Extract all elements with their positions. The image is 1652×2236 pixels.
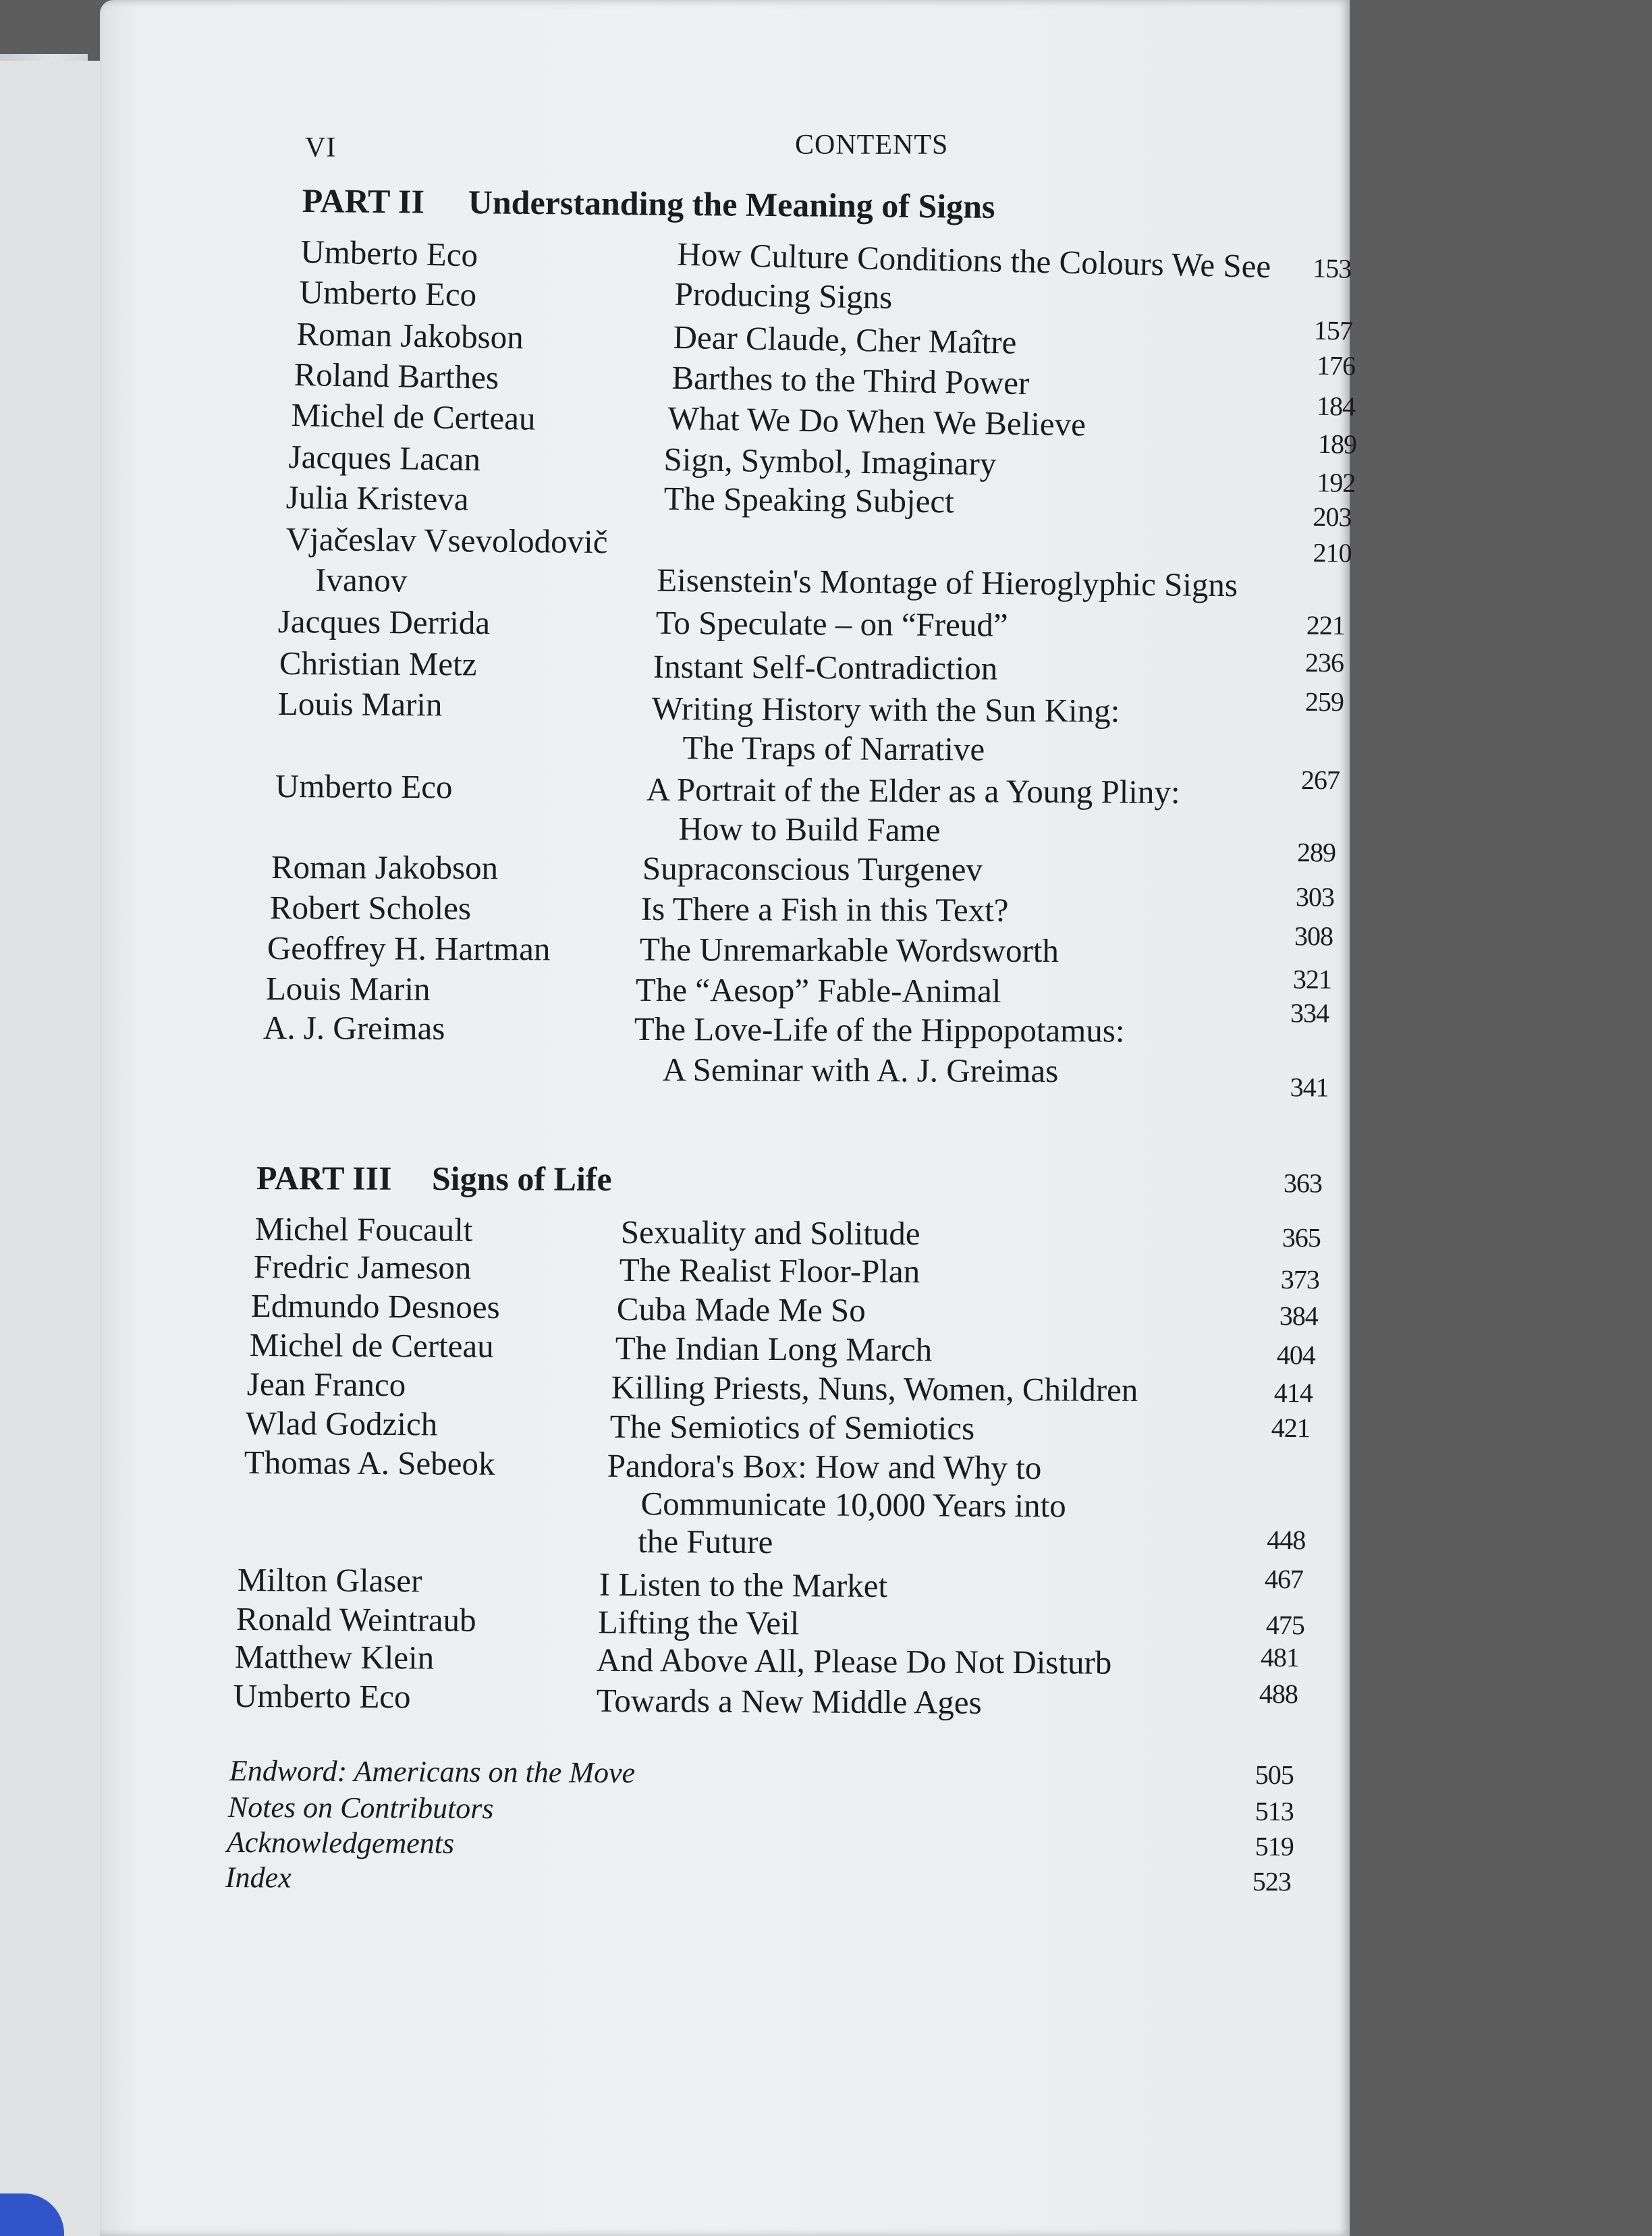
entry-title: Dear Claude, Cher Maître: [673, 318, 1017, 361]
entry-page: 303: [1295, 881, 1335, 912]
entry-author: Robert Scholes: [269, 889, 472, 927]
entry-page: 488: [1259, 1678, 1298, 1710]
entry-page: 153: [1312, 252, 1352, 284]
running-head: CONTENTS: [795, 130, 949, 161]
entry-title: Supraconscious Turgenev: [642, 849, 983, 888]
entry-page: 289: [1296, 837, 1336, 868]
entry-title: The Indian Long March: [615, 1329, 933, 1369]
part-page: 363: [1283, 1168, 1322, 1199]
entry-page: 203: [1313, 501, 1352, 533]
entry-title: Is There a Fish in this Text?: [640, 890, 1009, 929]
entry-page: 467: [1264, 1563, 1304, 1595]
entry-author: Michel de Certeau: [291, 396, 536, 437]
entry-title: Writing History with the Sun King:: [651, 689, 1120, 730]
entry-title: The Love-Life of the Hippopotamus:: [634, 1010, 1125, 1049]
entry-author: Wlad Godzich: [245, 1405, 438, 1443]
entry-page: 210: [1313, 537, 1352, 568]
entry-title: Instant Self-Contradiction: [653, 647, 998, 687]
entry-page: 308: [1294, 921, 1333, 952]
entry-author: Fredric Jameson: [253, 1248, 472, 1286]
entry-page: 341: [1290, 1072, 1329, 1103]
back-matter-page: 519: [1255, 1830, 1294, 1862]
entry-page: 421: [1271, 1412, 1310, 1444]
entry-author: Jacques Lacan: [288, 438, 481, 478]
folio: VI: [305, 132, 337, 163]
entry-title-cont: the Future: [638, 1523, 773, 1561]
entry-author: A. J. Greimas: [263, 1009, 445, 1047]
entry-page: 481: [1260, 1641, 1300, 1673]
entry-title: Towards a New Middle Ages: [596, 1681, 982, 1721]
entry-title: Cuba Made Me So: [616, 1290, 866, 1329]
entry-author: Roman Jakobson: [296, 315, 524, 356]
entry-author: Vjačeslav Vsevolodovič: [285, 520, 608, 561]
back-matter-label: Acknowledgements: [226, 1826, 455, 1860]
entry-page: 192: [1316, 467, 1356, 499]
entry-page: 414: [1273, 1377, 1313, 1409]
entry-author: Christian Metz: [279, 645, 477, 683]
entry-page: 176: [1316, 350, 1356, 381]
entry-title: The Unremarkable Wordsworth: [639, 930, 1059, 970]
entry-page: 221: [1306, 609, 1345, 641]
entry-title: Sexuality and Solitude: [620, 1213, 920, 1253]
entry-title: Barthes to the Third Power: [671, 358, 1030, 402]
entry-title: Pandora's Box: How and Why to: [607, 1446, 1042, 1487]
back-matter-page: 513: [1255, 1795, 1294, 1827]
entry-author: Julia Kristeva: [285, 479, 469, 518]
entry-author: Louis Marin: [265, 970, 431, 1008]
entry-author: Umberto Eco: [275, 767, 453, 806]
entry-page: 373: [1280, 1263, 1319, 1295]
entry-author: Michel de Certeau: [249, 1326, 494, 1365]
entry-title: Lifting the Veil: [597, 1603, 800, 1642]
entry-author: Matthew Klein: [234, 1638, 435, 1676]
entry-title: A Portrait of the Elder as a Young Pliny:: [646, 770, 1180, 811]
entry-author: Thomas A. Sebeok: [244, 1444, 495, 1482]
entry-page: 365: [1282, 1222, 1321, 1253]
part-number: PART III: [256, 1159, 392, 1197]
entry-page: 184: [1316, 390, 1356, 422]
back-matter-page: 523: [1252, 1865, 1291, 1897]
back-matter-label: Notes on Contributors: [227, 1791, 494, 1826]
entry-title: Eisenstein's Montage of Hieroglyphic Signs: [657, 561, 1238, 604]
entry-page: 475: [1265, 1609, 1304, 1641]
entry-page: 236: [1304, 647, 1344, 678]
entry-page: 321: [1292, 964, 1332, 995]
entry-title: I Listen to the Market: [599, 1565, 888, 1605]
entry-author: Jacques Derrida: [277, 603, 491, 642]
entry-author: Louis Marin: [277, 685, 443, 724]
entry-title: Sign, Symbol, Imaginary: [663, 440, 997, 483]
entry-title: The Semiotics of Semiotics: [609, 1407, 975, 1447]
entry-title: The “Aesop” Fable-Animal: [635, 971, 1001, 1010]
entry-author: Umberto Eco: [299, 273, 477, 314]
entry-page: 334: [1290, 998, 1329, 1029]
entry-title: To Speculate – on “Freud”: [655, 603, 1008, 644]
part-number: PART II: [302, 182, 425, 221]
part-title: Signs of Life: [431, 1159, 612, 1198]
entry-title: Producing Signs: [674, 275, 893, 316]
entry-title: What We Do When We Believe: [667, 399, 1086, 443]
part-title: Understanding the Meaning of Signs: [468, 183, 995, 225]
entry-author: Milton Glaser: [237, 1561, 422, 1600]
entry-title: And Above All, Please Do Not Disturb: [596, 1641, 1112, 1681]
entry-title-cont: The Traps of Narrative: [682, 729, 985, 768]
back-matter-page: 505: [1255, 1759, 1294, 1791]
entry-author: Geoffrey H. Hartman: [267, 929, 551, 968]
entry-page: 189: [1317, 428, 1357, 460]
entry-author: Roland Barthes: [294, 356, 499, 396]
entry-author: Edmundo Desnoes: [250, 1287, 500, 1326]
entry-page: 384: [1279, 1300, 1318, 1332]
back-matter-label: Index: [225, 1861, 292, 1894]
entry-title: The Speaking Subject: [663, 479, 955, 520]
entry-author-cont: Ivanov: [315, 561, 408, 599]
entry-author: Michel Foucault: [254, 1210, 473, 1249]
entry-title-cont: Communicate 10,000 Years into: [640, 1485, 1066, 1525]
back-matter-label: Endword: Americans on the Move: [229, 1754, 636, 1790]
entry-author: Umberto Eco: [233, 1677, 411, 1716]
entry-page: 448: [1267, 1524, 1306, 1556]
entry-title: The Realist Floor-Plan: [619, 1251, 920, 1290]
entry-page: 157: [1313, 315, 1353, 346]
entry-page: 404: [1276, 1339, 1315, 1371]
entry-author: Ronald Weintraub: [236, 1600, 476, 1639]
entry-author: Roman Jakobson: [271, 848, 499, 887]
entry-title: How Culture Conditions the Colours We See: [676, 235, 1271, 285]
entry-page: 259: [1304, 686, 1344, 717]
entry-author: Umberto Eco: [300, 233, 478, 274]
entry-author: Jean Franco: [246, 1365, 406, 1404]
entry-title-cont: A Seminar with A. J. Greimas: [662, 1051, 1059, 1090]
entry-title-cont: How to Build Fame: [678, 810, 941, 849]
entry-title: Killing Priests, Nuns, Women, Children: [611, 1368, 1138, 1409]
entry-page: 267: [1300, 764, 1340, 796]
